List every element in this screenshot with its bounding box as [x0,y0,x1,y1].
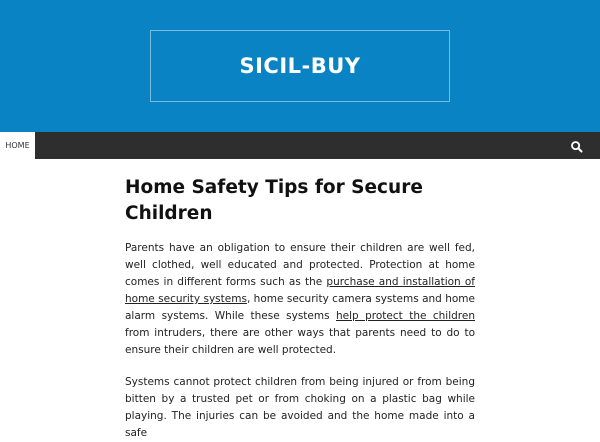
paragraph-text: Parents have an obligation to ensure their children are well fed, well clothed, well educated and protected. Protection at home comes in different forms such as the [125,242,475,288]
paragraph-text: , home security camera systems and home alarm systems. While these systems [125,293,475,322]
nav-item-home[interactable]: HOME [0,132,35,159]
search-icon[interactable] [570,139,584,153]
paragraph-text: from intruders, there are other ways that parents need to do to ensure their children are well protected. [125,327,475,356]
post-paragraph: Systems cannot protect children from being injured or from being bitten by a trusted pet or from choking on a plastic bag while playing. The injuries can be avoided and the home made into a safe [125,376,475,439]
site-title-link[interactable]: SICIL-BUY [239,54,361,78]
post-title: Home Safety Tips for Secure Children [125,177,423,224]
site-branding [150,30,450,102]
site-header [0,0,600,132]
main-navigation [0,132,600,159]
protect-children-link[interactable]: help protect the children [336,310,475,322]
post-paragraph [125,240,475,359]
security-systems-link[interactable]: purchase and installation of home security systems [125,276,476,305]
post-body [125,240,475,442]
